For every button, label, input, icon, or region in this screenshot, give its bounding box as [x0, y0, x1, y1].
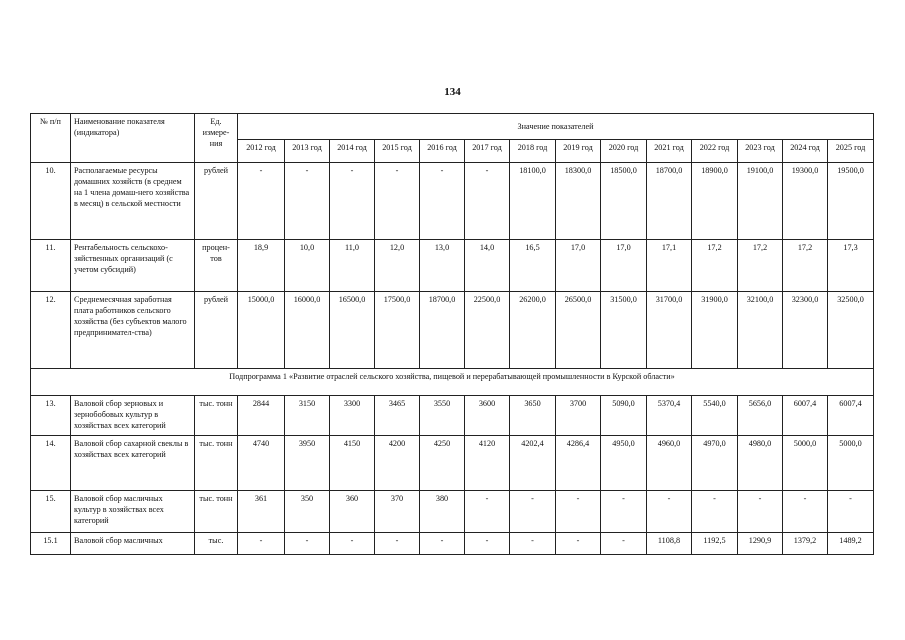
- indicator-name: Располагаемые ресурсы домашних хозяйств (в среднем на 1 члена домаш-него хозяйства в месяц) в сельской местности: [71, 163, 195, 240]
- header-year: 2020 год: [601, 140, 647, 163]
- value-cell: 4960,0: [647, 436, 692, 491]
- value-cell: 19300,0: [783, 163, 828, 240]
- value-cell: 18900,0: [692, 163, 738, 240]
- value-cell: -: [465, 491, 510, 533]
- value-cell: -: [375, 163, 420, 240]
- value-cell: 18500,0: [601, 163, 647, 240]
- value-cell: 361: [238, 491, 285, 533]
- value-cell: -: [510, 533, 556, 555]
- value-cell: 18,9: [238, 240, 285, 292]
- value-cell: -: [601, 533, 647, 555]
- unit-cell: рублей: [195, 292, 238, 369]
- value-cell: -: [556, 491, 601, 533]
- value-cell: 18300,0: [556, 163, 601, 240]
- header-unit: Ед. измере-ния: [195, 114, 238, 163]
- header-indicator-name: Наименование показателя (индикатора): [71, 114, 195, 163]
- subprogram-title: Подпрограмма 1 «Развитие отраслей сельского хозяйства, пищевой и перерабатывающей промышленности в Курской области»: [31, 369, 874, 396]
- value-cell: 10,0: [285, 240, 330, 292]
- value-cell: -: [285, 533, 330, 555]
- value-cell: 26500,0: [556, 292, 601, 369]
- value-cell: 22500,0: [465, 292, 510, 369]
- unit-cell: процен-тов: [195, 240, 238, 292]
- value-cell: 4202,4: [510, 436, 556, 491]
- value-cell: 4980,0: [738, 436, 783, 491]
- indicator-name: Среднемесячная заработная плата работников сельского хозяйства (без субъектов малого предпринимател-ства): [71, 292, 195, 369]
- value-cell: 18700,0: [647, 163, 692, 240]
- value-cell: 19100,0: [738, 163, 783, 240]
- value-cell: 16500,0: [330, 292, 375, 369]
- value-cell: 4150: [330, 436, 375, 491]
- value-cell: -: [375, 533, 420, 555]
- value-cell: 17,0: [556, 240, 601, 292]
- value-cell: 3650: [510, 396, 556, 436]
- table-row: [31, 436, 874, 491]
- header-num: № п/п: [31, 114, 71, 163]
- row-num: 10.: [31, 163, 71, 240]
- table-row: [31, 491, 874, 533]
- unit-cell: тыс.: [195, 533, 238, 555]
- value-cell: 4120: [465, 436, 510, 491]
- value-cell: -: [420, 533, 465, 555]
- value-cell: 4250: [420, 436, 465, 491]
- table-row: [31, 292, 874, 369]
- value-cell: 17,2: [692, 240, 738, 292]
- value-cell: 5540,0: [692, 396, 738, 436]
- value-cell: -: [556, 533, 601, 555]
- value-cell: 17,0: [601, 240, 647, 292]
- row-num: 13.: [31, 396, 71, 436]
- value-cell: 3700: [556, 396, 601, 436]
- value-cell: 13,0: [420, 240, 465, 292]
- value-cell: 5000,0: [783, 436, 828, 491]
- header-year: 2023 год: [738, 140, 783, 163]
- row-num: 14.: [31, 436, 71, 491]
- value-cell: 18700,0: [420, 292, 465, 369]
- value-cell: 3550: [420, 396, 465, 436]
- unit-cell: рублей: [195, 163, 238, 240]
- value-cell: 31500,0: [601, 292, 647, 369]
- header-year: 2021 год: [647, 140, 692, 163]
- value-cell: 3300: [330, 396, 375, 436]
- value-cell: -: [330, 533, 375, 555]
- row-num: 11.: [31, 240, 71, 292]
- header-year: 2019 год: [556, 140, 601, 163]
- value-cell: 4286,4: [556, 436, 601, 491]
- value-cell: -: [465, 163, 510, 240]
- value-cell: -: [238, 163, 285, 240]
- value-cell: 4950,0: [601, 436, 647, 491]
- value-cell: 12,0: [375, 240, 420, 292]
- value-cell: 3950: [285, 436, 330, 491]
- value-cell: 3600: [465, 396, 510, 436]
- unit-cell: тыс. тонн: [195, 396, 238, 436]
- row-num: 15.: [31, 491, 71, 533]
- row-num: 12.: [31, 292, 71, 369]
- indicator-name: Валовой сбор зерновых и зернобобовых культур в хозяйствах всех категорий: [71, 396, 195, 436]
- value-cell: 1192,5: [692, 533, 738, 555]
- value-cell: 1379,2: [783, 533, 828, 555]
- value-cell: 2844: [238, 396, 285, 436]
- header-year: 2017 год: [465, 140, 510, 163]
- header-year: 2022 год: [692, 140, 738, 163]
- table-row: [31, 533, 874, 555]
- table-row: [31, 240, 874, 292]
- indicator-name: Валовой сбор масличных: [71, 533, 195, 555]
- value-cell: 18100,0: [510, 163, 556, 240]
- header-year: 2025 год: [828, 140, 874, 163]
- value-cell: 17,2: [738, 240, 783, 292]
- value-cell: 4970,0: [692, 436, 738, 491]
- value-cell: -: [828, 491, 874, 533]
- header-year: 2016 год: [420, 140, 465, 163]
- value-cell: 350: [285, 491, 330, 533]
- value-cell: 5090,0: [601, 396, 647, 436]
- value-cell: -: [420, 163, 465, 240]
- value-cell: 14,0: [465, 240, 510, 292]
- indicator-name: Валовой сбор масличных культур в хозяйствах всех категорий: [71, 491, 195, 533]
- value-cell: 4740: [238, 436, 285, 491]
- value-cell: -: [510, 491, 556, 533]
- value-cell: 32300,0: [783, 292, 828, 369]
- value-cell: 17500,0: [375, 292, 420, 369]
- value-cell: 5656,0: [738, 396, 783, 436]
- value-cell: 11,0: [330, 240, 375, 292]
- value-cell: 1290,9: [738, 533, 783, 555]
- value-cell: -: [465, 533, 510, 555]
- header-year: 2018 год: [510, 140, 556, 163]
- value-cell: 1489,2: [828, 533, 874, 555]
- header-year: 2015 год: [375, 140, 420, 163]
- value-cell: 6007,4: [783, 396, 828, 436]
- value-cell: 380: [420, 491, 465, 533]
- value-cell: 32500,0: [828, 292, 874, 369]
- value-cell: 3150: [285, 396, 330, 436]
- value-cell: 360: [330, 491, 375, 533]
- value-cell: 370: [375, 491, 420, 533]
- row-num: 15.1: [31, 533, 71, 555]
- value-cell: 1108,8: [647, 533, 692, 555]
- table-row: [31, 163, 874, 240]
- value-cell: 5370,4: [647, 396, 692, 436]
- value-cell: 4200: [375, 436, 420, 491]
- value-cell: 6007,4: [828, 396, 874, 436]
- value-cell: 32100,0: [738, 292, 783, 369]
- indicator-name: Валовой сбор сахарной свеклы в хозяйствах всех категорий: [71, 436, 195, 491]
- value-cell: -: [647, 491, 692, 533]
- value-cell: 16,5: [510, 240, 556, 292]
- value-cell: -: [692, 491, 738, 533]
- header-year: 2014 год: [330, 140, 375, 163]
- indicators-table: [30, 113, 874, 555]
- value-cell: -: [783, 491, 828, 533]
- value-cell: -: [238, 533, 285, 555]
- value-cell: 19500,0: [828, 163, 874, 240]
- header-year: 2024 год: [783, 140, 828, 163]
- value-cell: -: [285, 163, 330, 240]
- header-year: 2012 год: [238, 140, 285, 163]
- value-cell: 17,3: [828, 240, 874, 292]
- unit-cell: тыс. тонн: [195, 436, 238, 491]
- indicator-name: Рентабельность сельскохо-зяйственных организаций (с учетом субсидий): [71, 240, 195, 292]
- value-cell: 17,1: [647, 240, 692, 292]
- value-cell: 26200,0: [510, 292, 556, 369]
- table-row: [31, 396, 874, 436]
- value-cell: -: [738, 491, 783, 533]
- value-cell: 31700,0: [647, 292, 692, 369]
- value-cell: 16000,0: [285, 292, 330, 369]
- value-cell: -: [330, 163, 375, 240]
- page-number: 134: [444, 86, 461, 98]
- value-cell: 31900,0: [692, 292, 738, 369]
- value-cell: 15000,0: [238, 292, 285, 369]
- value-cell: -: [601, 491, 647, 533]
- header-values-title: Значение показателей: [238, 114, 874, 140]
- value-cell: 5000,0: [828, 436, 874, 491]
- value-cell: 3465: [375, 396, 420, 436]
- header-year: 2013 год: [285, 140, 330, 163]
- unit-cell: тыс. тонн: [195, 491, 238, 533]
- value-cell: 17,2: [783, 240, 828, 292]
